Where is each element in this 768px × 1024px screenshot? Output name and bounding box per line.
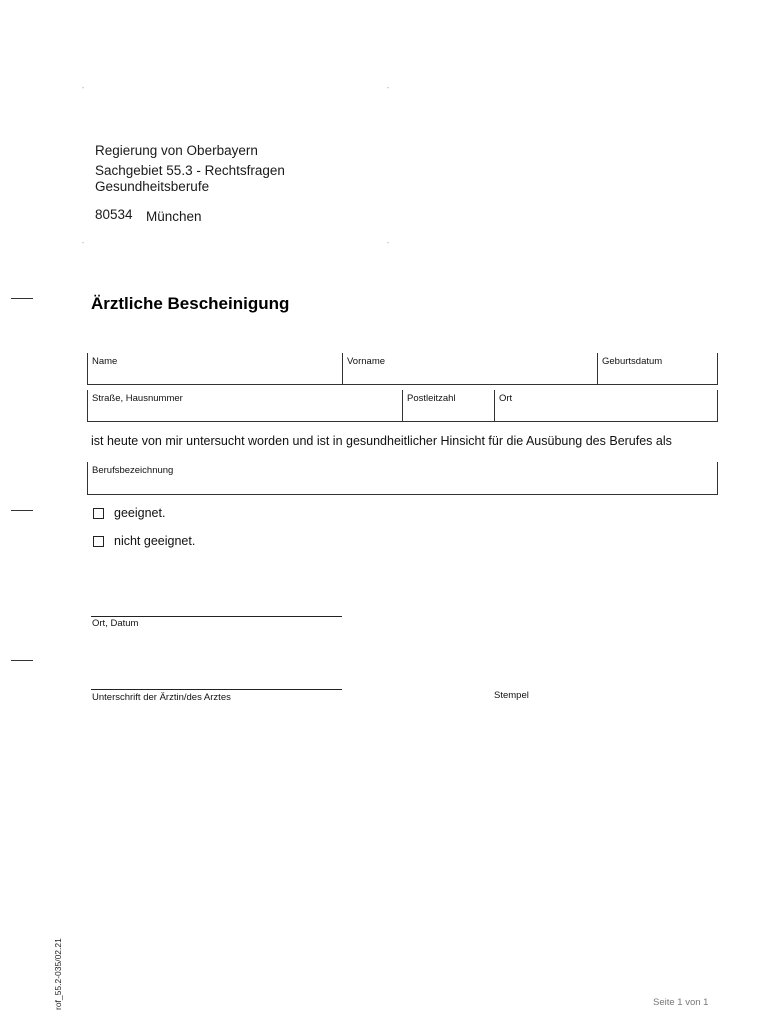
address-line-1: Regierung von Oberbayern [95, 143, 258, 158]
name-field[interactable] [87, 353, 342, 385]
page-title: Ärztliche Bescheinigung [91, 294, 290, 313]
form-code: rof_55.2-035/02.21 [53, 938, 63, 1010]
unterschrift-label: Unterschrift der Ärztin/des Arztes [92, 692, 231, 703]
nicht-geeignet-label: nicht geeignet. [114, 534, 196, 548]
corner-mark-top-left: ¨ [82, 88, 84, 94]
vorname-label: Vorname [347, 356, 386, 367]
corner-mark-top-right: ¨ [387, 88, 389, 94]
fold-mark-bottom [11, 660, 33, 661]
postleitzahl-label: Postleitzahl [407, 393, 456, 404]
ort-label: Ort [499, 393, 513, 404]
strasse-label: Straße, Hausnummer [92, 393, 183, 404]
statement-text: ist heute von mir untersucht worden und ist in gesundheitlicher Hinsicht für die Ausübung des Berufes als [91, 434, 672, 448]
geeignet-label: geeignet. [114, 506, 166, 520]
geburtsdatum-label: Geburtsdatum [602, 356, 663, 367]
ort-datum-line[interactable] [91, 616, 342, 617]
page-number: Seite 1 von 1 [653, 997, 709, 1008]
address-postal-code: 80534 [95, 207, 133, 222]
ort-field[interactable] [494, 390, 718, 422]
postleitzahl-field[interactable] [402, 390, 494, 422]
geeignet-checkbox[interactable] [93, 508, 104, 519]
address-city: München [146, 209, 202, 224]
unterschrift-line[interactable] [91, 689, 342, 690]
name-label: Name [92, 356, 118, 367]
fold-mark-middle [11, 510, 33, 511]
ort-datum-label: Ort, Datum [92, 618, 139, 629]
address-line-3: Gesundheitsberufe [95, 179, 210, 194]
stempel-label: Stempel [494, 690, 529, 701]
fold-mark-top [11, 298, 33, 299]
address-line-2: Sachgebiet 55.3 - Rechtsfragen [95, 163, 285, 178]
berufsbezeichnung-field[interactable] [87, 462, 718, 495]
corner-mark-bottom-right: ¨ [387, 243, 389, 249]
vorname-field[interactable] [342, 353, 597, 385]
geburtsdatum-field[interactable] [597, 353, 718, 385]
corner-mark-bottom-left: ¨ [82, 243, 84, 249]
strasse-field[interactable] [87, 390, 402, 422]
berufsbezeichnung-label: Berufsbezeichnung [92, 465, 174, 476]
nicht-geeignet-checkbox[interactable] [93, 536, 104, 547]
